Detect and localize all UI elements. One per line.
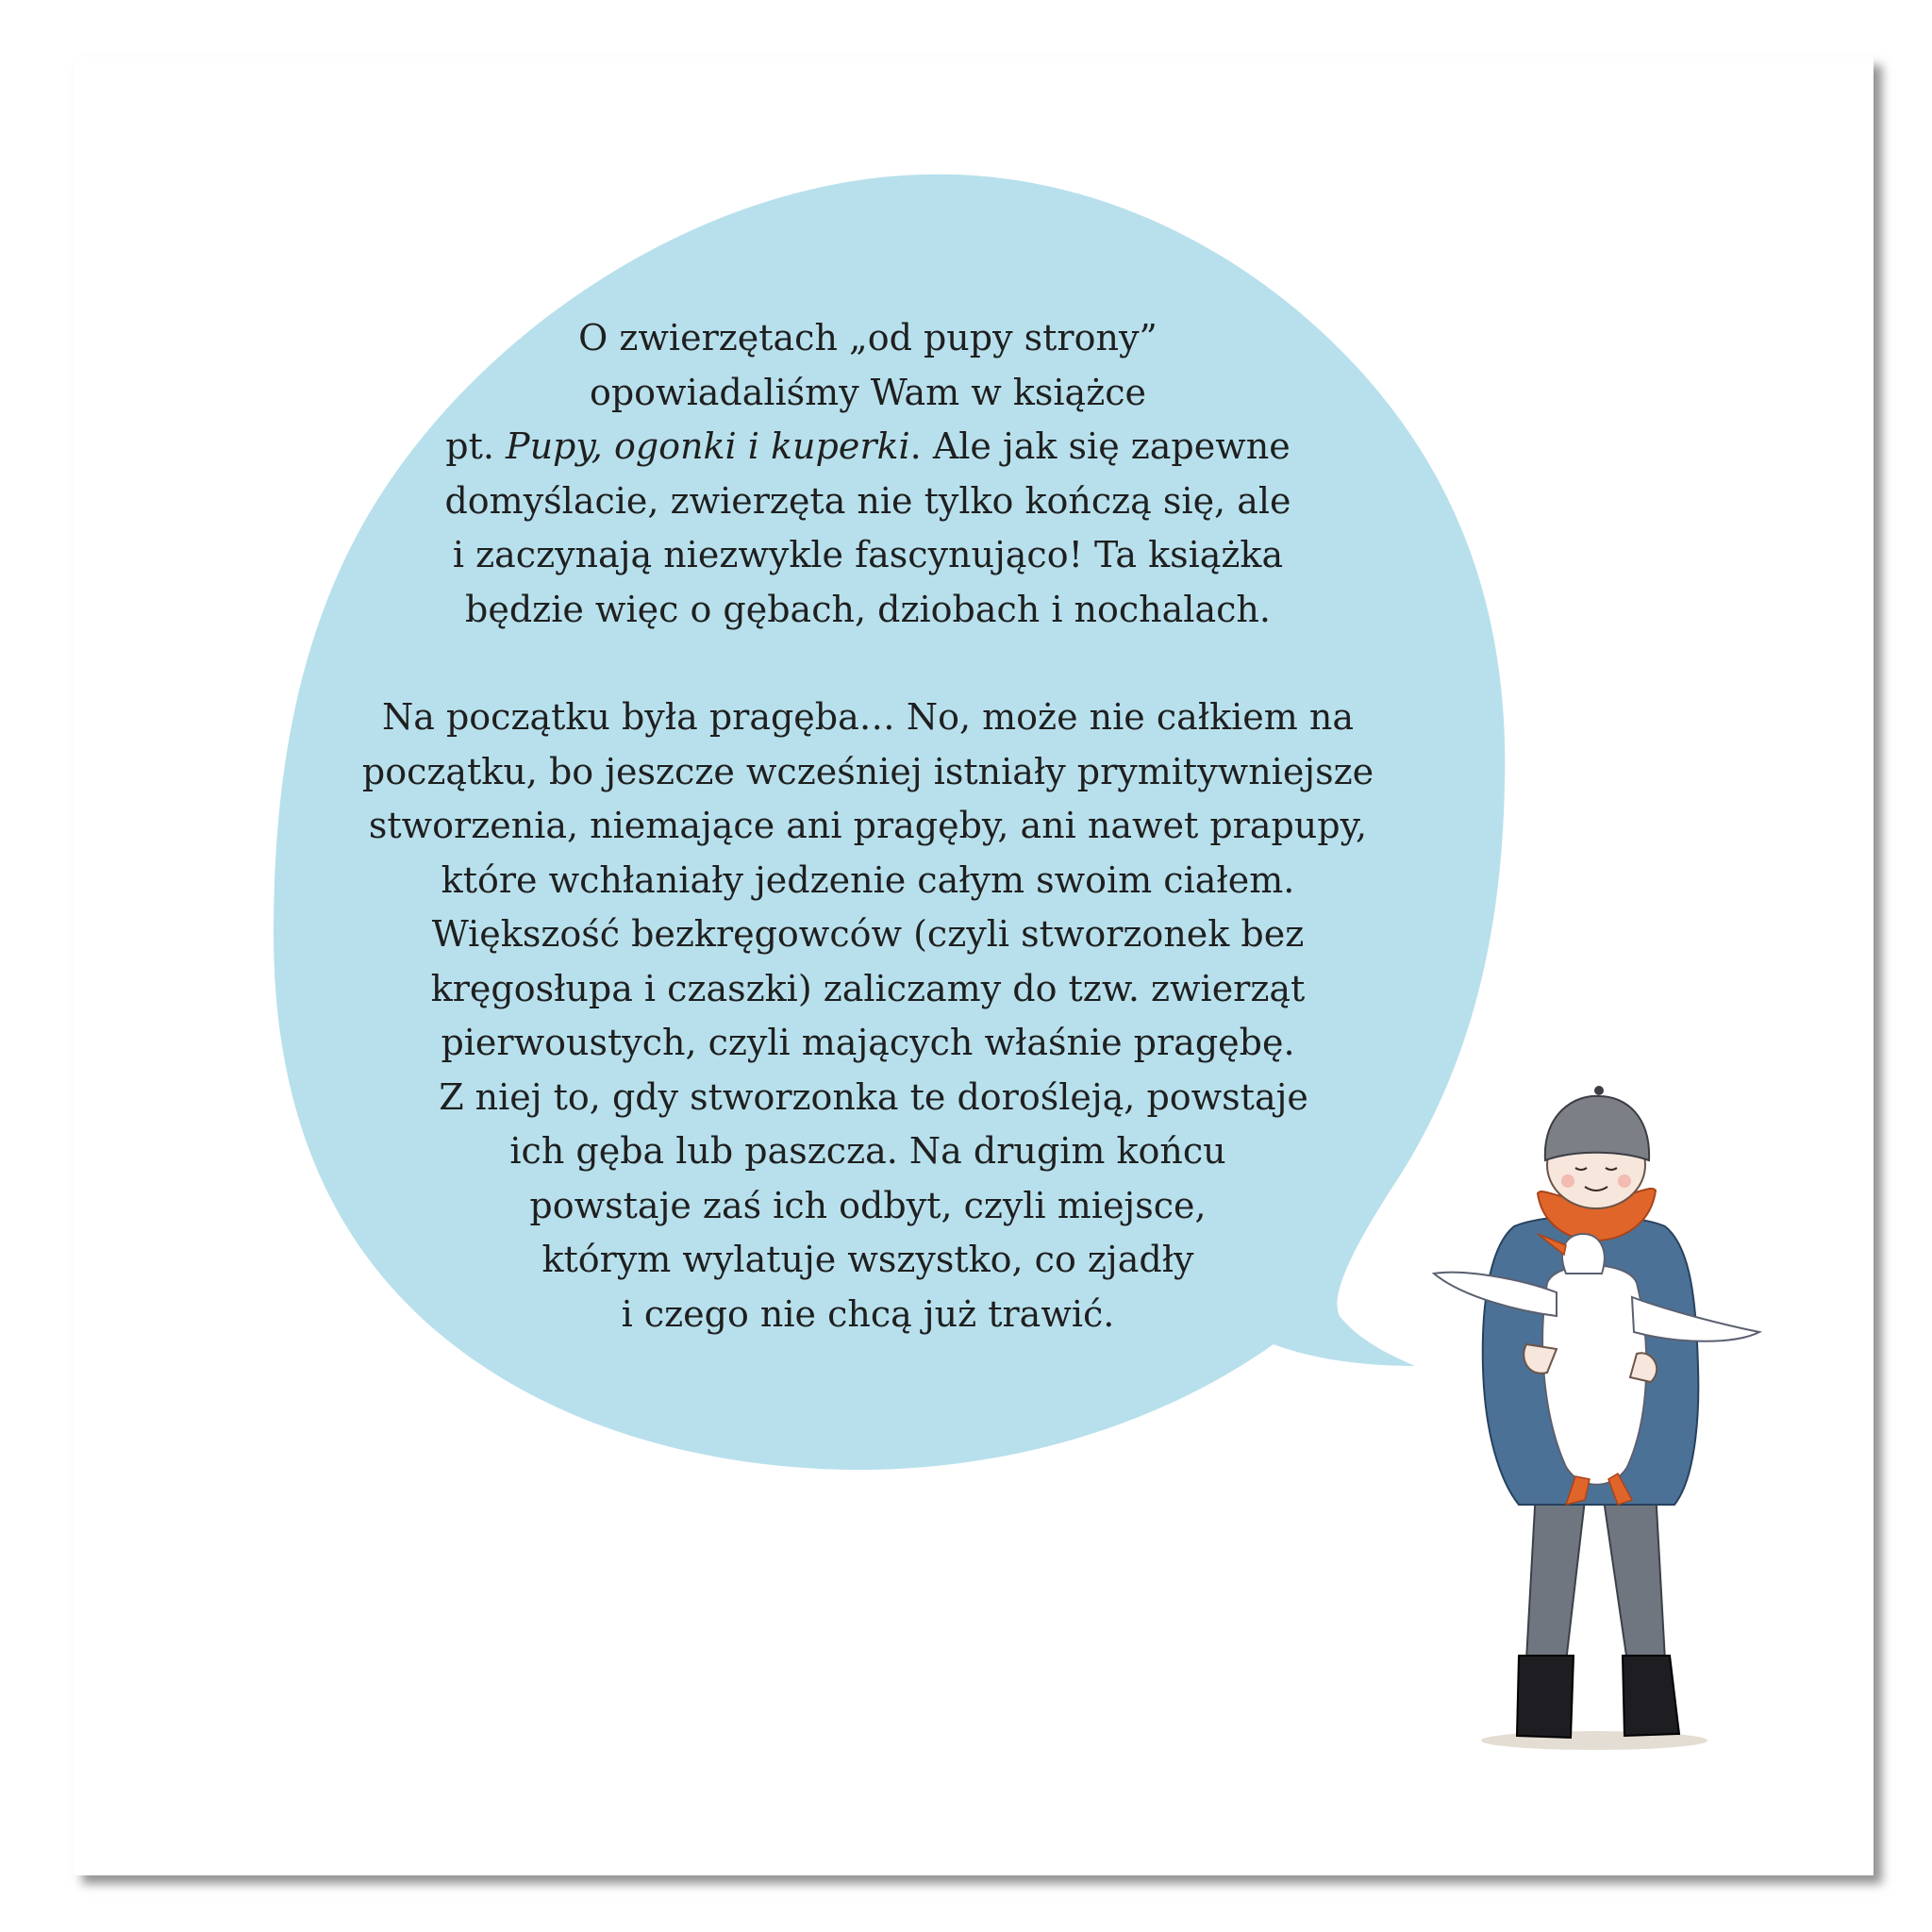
paragraph-2-line-4: które wchłaniały jedzenie całym swoim ciałem. [441, 858, 1295, 901]
paragraph-1-line-6: będzie więc o gębach, dziobach i nochalach. [465, 588, 1271, 630]
paragraph-2-line-5: Większość bezkręgowców (czyli stworzonek bez [431, 913, 1305, 955]
left-cheek [1561, 1174, 1574, 1188]
person-holding-penguin-illustration [1424, 1085, 1764, 1755]
paragraph-2-line-8: Z niej to, gdy stworzonka te dorośleją, powstaje [427, 1075, 1308, 1118]
book-title: Pupy, ogonki i kuperki [506, 425, 910, 467]
paragraph-2-line-12: i czego nie chcą już trawić. [621, 1292, 1115, 1335]
paragraph-2-line-6: kręgosłupa i czaszki) zaliczamy do tzw. zwierząt [430, 967, 1306, 1009]
paragraph-2-line-1: Na początku była pragęba… No, może nie całkiem na [381, 696, 1354, 738]
paragraph-2-line-10: powstaje zaś ich odbyt, czyli miejsce, [529, 1184, 1207, 1226]
paragraph-2-line-2: początku, bo jeszcze wcześniej istniały prymitywniejsze [361, 750, 1374, 792]
penguin-right-wing [1632, 1297, 1759, 1341]
left-boot [1517, 1656, 1574, 1738]
paragraph-1-line-1: O zwierzętach „od pupy strony” [578, 317, 1158, 358]
left-leg [1526, 1491, 1585, 1662]
title-suffix: . Ale jak się zapewne [909, 425, 1291, 467]
paragraph-2-line-9: ich gęba lub paszcza. Na drugim końcu [509, 1130, 1226, 1172]
bubble-text [311, 311, 1424, 1341]
hat-pompom [1594, 1086, 1604, 1095]
paragraph-1-line-5: i zaczynają niezwykle fascynująco! Ta książka [452, 534, 1284, 575]
paragraph-1-line-3 [311, 420, 1424, 475]
right-leg [1604, 1491, 1665, 1662]
right-cheek [1618, 1174, 1631, 1188]
penguin-head [1562, 1234, 1605, 1274]
paragraph-2-line-3: stworzenia, niemające ani pragęby, ani nawet prapupy, [368, 805, 1368, 846]
title-prefix: pt. [445, 425, 507, 467]
paragraph-2-line-7: pierwoustych, czyli mających właśnie pragębę. [441, 1022, 1295, 1063]
right-boot [1623, 1656, 1679, 1736]
paragraph-2-line-11: którym wylatuje wszystko, co zjadły [541, 1239, 1194, 1280]
paragraph-1-line-2: opowiadaliśmy Wam w książce [589, 371, 1147, 413]
paragraph-1-line-4: domyślacie, zwierzęta nie tylko kończą się, ale [444, 479, 1291, 522]
paragraph-spacer [311, 637, 1424, 691]
beanie-hat [1545, 1096, 1649, 1160]
